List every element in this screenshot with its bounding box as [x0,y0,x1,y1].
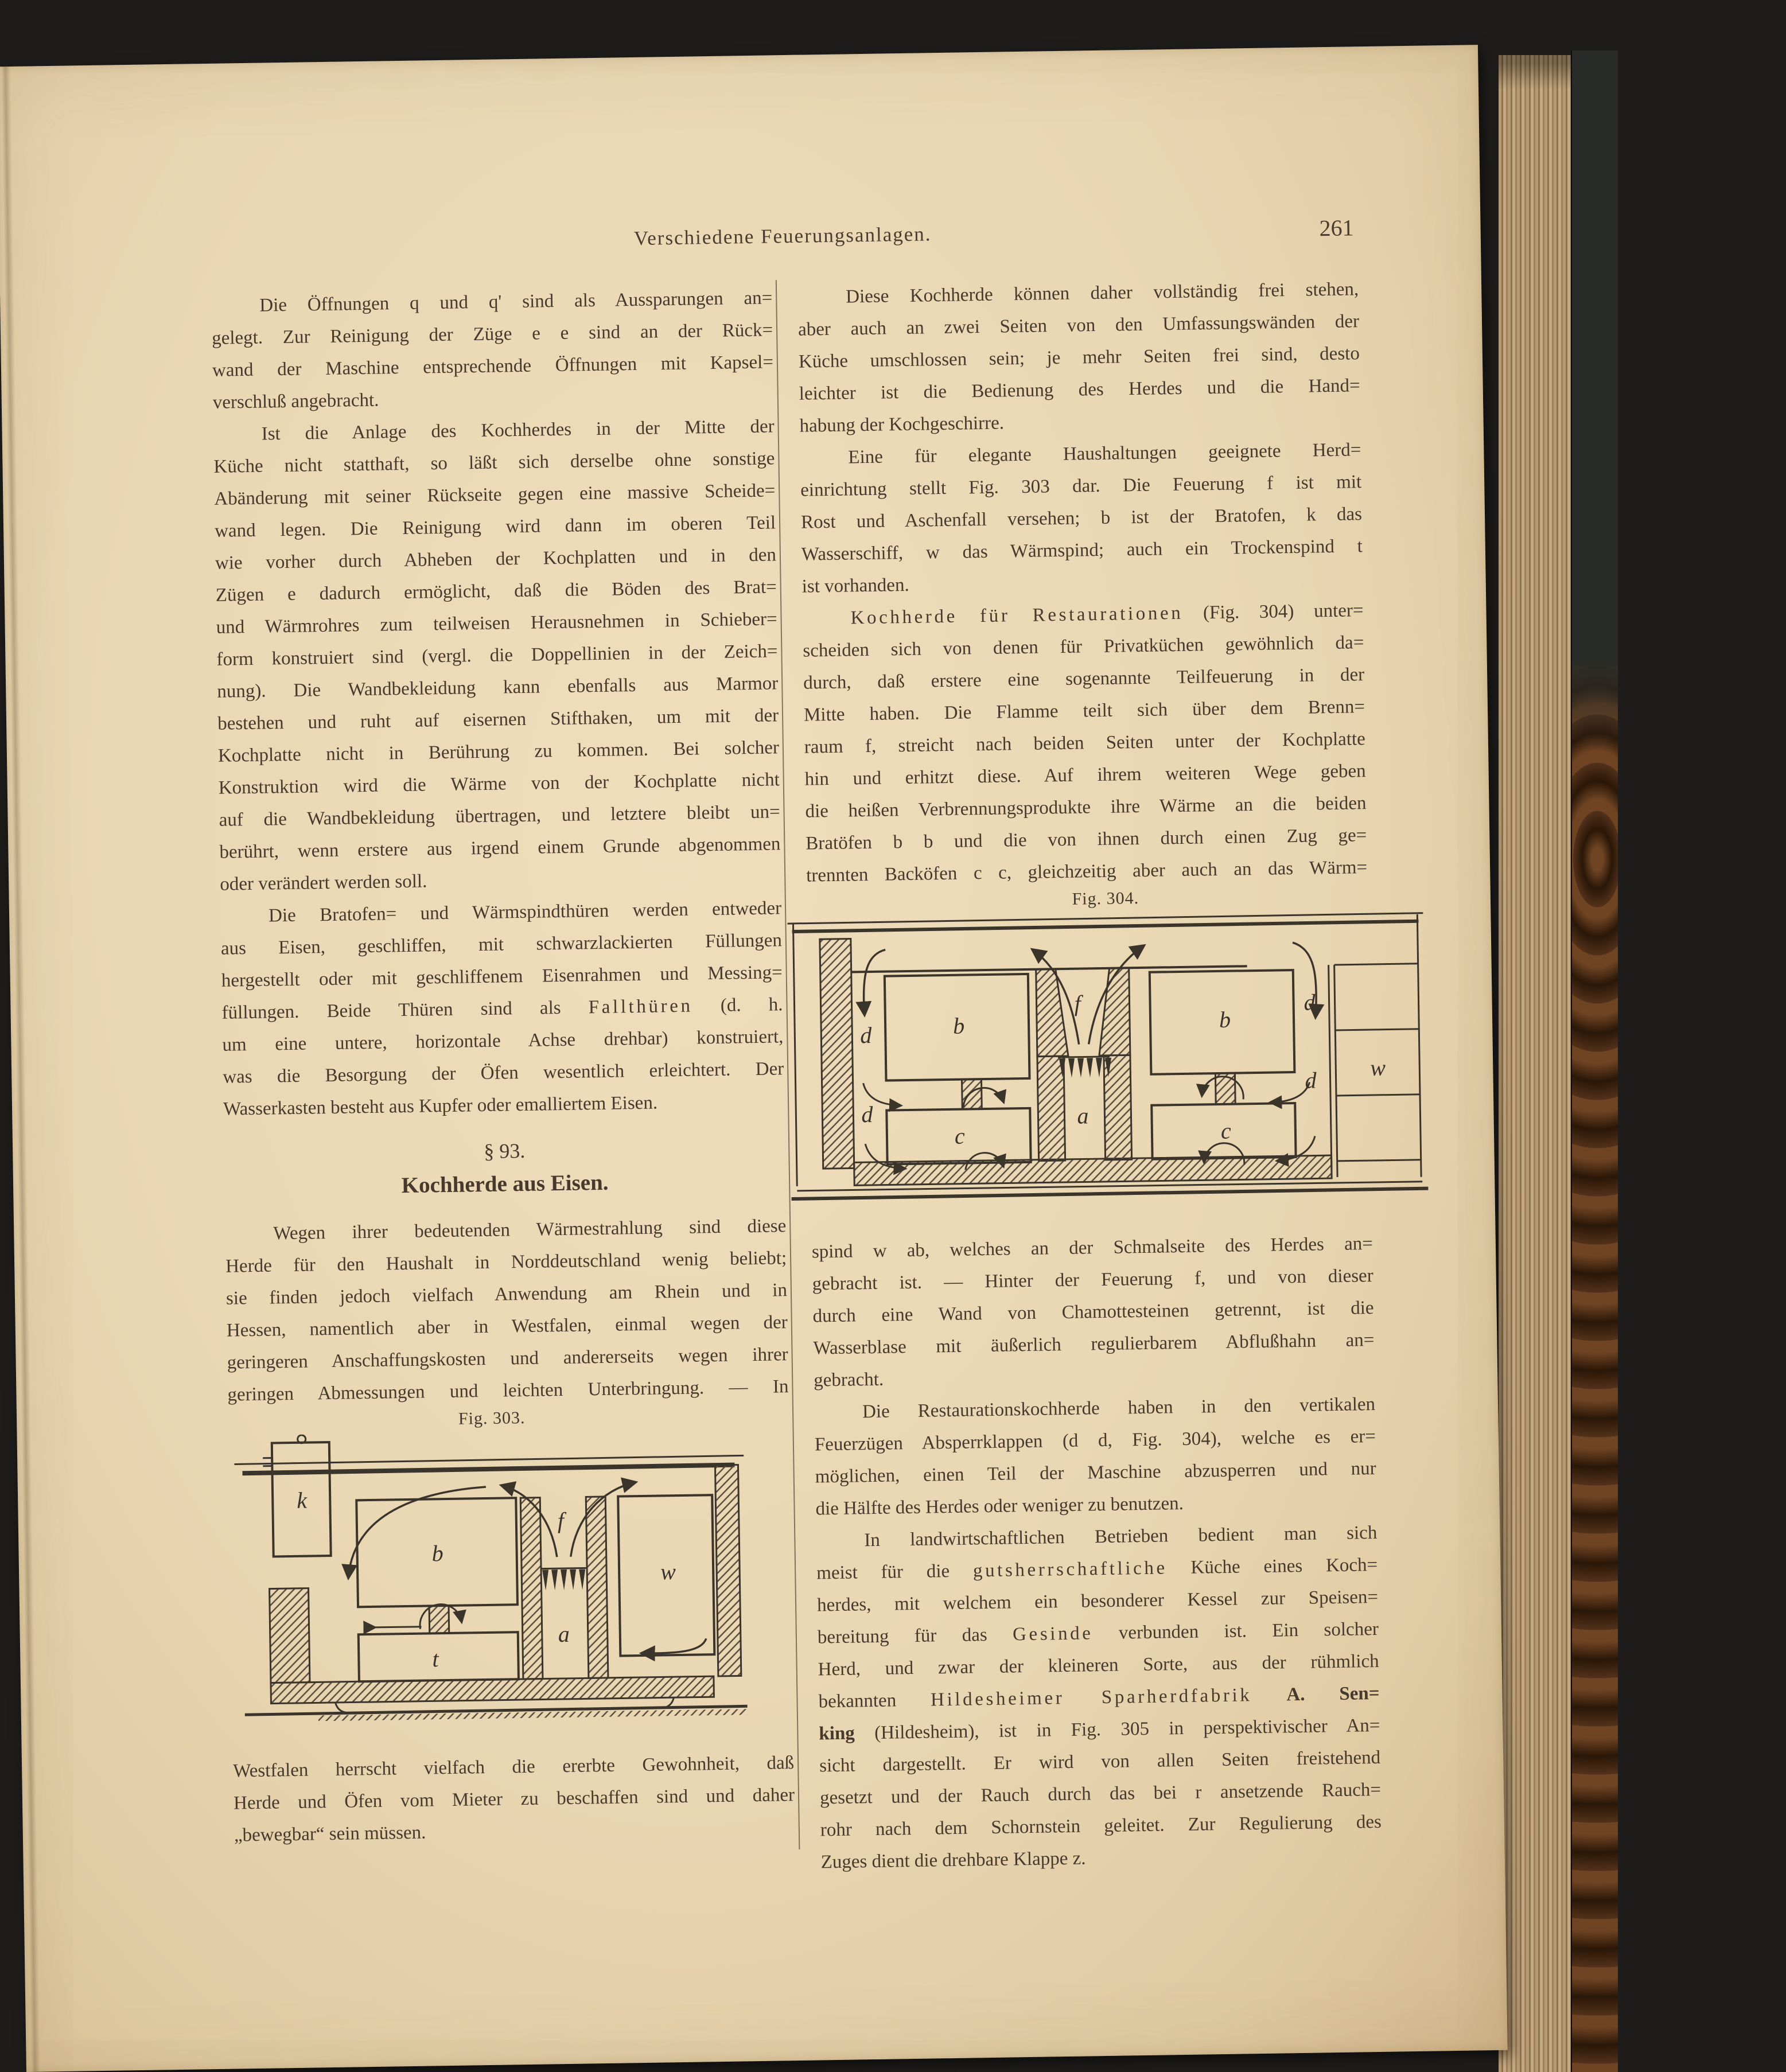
text-line: nung). Die Wandbekleidung kann ebenfalls aus Marmor [217,673,779,702]
text-line: Herde und Öfen vom Mieter zu beschaffen sind und daher [233,1785,795,1814]
text-segment: (d. h. [692,994,783,1016]
figure-304-caption: Fig. 304. [1072,889,1139,909]
text-line: berührt, wenn erstere aus irgend einem Grunde abgenommen [219,834,781,863]
text-line: Küche umschlossen sein; je mehr Seiten frei sind, desto [798,343,1360,372]
text-segment: gutsherrschaftliche [972,1557,1168,1582]
text-segment: bereitung für das [817,1624,1013,1648]
text-line: einrichtung stellt Fig. 303 dar. Die Feuerung f ist mit [800,472,1362,501]
text-line: Die Öffnungen q und q' sind als Aussparungen an= [259,287,773,316]
text-line: Zügen e dadurch ermöglicht, daß die Böden des Brat= [215,577,777,606]
fig304-label-d4: d [1305,1067,1317,1093]
stove-cross-section-303 [234,1428,754,1722]
text-segment [1252,1684,1286,1705]
text-line: was die Besorgung der Öfen wesentlich erleichtert. Der [223,1058,784,1088]
text-line: Ist die Anlage des Kochherdes in der Mitte der [261,416,775,445]
text-line: In landwirtschaftlichen Betrieben bedient man sich [864,1522,1378,1551]
text-line: aber auch an zwei Seiten von den Umfassungswänden der [797,311,1360,340]
text-line: durch eine Wand von Chamottesteinen getrennt, ist die [812,1298,1374,1327]
book-cover-edge [1571,50,1618,2072]
text-line: wand der Maschine entsprechende Öffnungen mit Kapsel= [212,352,774,381]
text-segment: (Fig. 304) unter= [1183,600,1364,624]
text-line: form konstruiert sind (vergl. die Doppellinien in der Zeich= [216,641,778,670]
paragraph [233,1747,795,1851]
text-line: oder verändert werden soll. [220,871,427,895]
paragraph [800,434,1363,602]
fig304-label-b-left: b [952,1012,965,1039]
paragraph [211,282,774,418]
text-line: Eine für elegante Haushaltungen geeignete Herd= [848,439,1361,468]
text-line: Wegen ihrer bedeutenden Wärmestrahlung sind diese [273,1216,787,1244]
section-number: § 93. [483,1139,526,1163]
text-line: gelegt. Zur Reinigung der Züge e e sind an der Rück= [211,320,773,349]
text-line: Küche nicht statthaft, so läßt sich derselbe ohne sonstige [213,448,775,477]
text-segment: Kochherde für Restaurationen [850,602,1184,629]
page-crease [1,67,40,2072]
text-line: geringen Abmessungen und leichten Unterbringung. — In [227,1376,789,1405]
text-line: „bewegbar“ sein müssen. [234,1822,426,1846]
text-line: Konstruktion wird die Wärme von der Kochplatte nicht [218,769,780,799]
fig304-label-b-right: b [1219,1006,1231,1033]
section-heading [224,1133,785,1203]
fig303-label-f: f [557,1507,565,1534]
text-segment: Hildesheimer Sparherdfabrik [930,1685,1252,1711]
text-line: Herd, und zwar der kleineren Sorte, aus der rühmlich [818,1650,1379,1680]
book-page [0,45,1508,2072]
text-line: hin und erhitzt diese. Auf ihrem weiteren Wege geben [804,761,1366,790]
text-line: wand legen. Die Reinigung wird dann im oberen Teil [214,512,776,542]
text-line: die heißen Verbrennungsprodukte ihre Wärme an die beiden [805,793,1367,822]
text-segment: A. Sen= [1286,1682,1380,1705]
running-title: Verschiedene Feuerungsanlagen. [633,223,932,250]
text-line: Westfalen herrscht vielfach die ererbte Gewohnheit, daß [232,1752,795,1782]
text-line: Rost und Aschenfall versehen; b ist der Bratofen, k das [800,504,1363,533]
fig304-label-d2: d [861,1101,873,1128]
text-segment: meist für die [816,1560,974,1584]
paragraph [213,410,781,900]
text-segment: Küche eines Koch= [1167,1554,1378,1579]
text-segment: verbunden ist. Ein solcher [1093,1618,1379,1644]
text-line: Die Bratofen= und Wärmspindthüren werden entweder [268,898,782,926]
text-line: Wasserschiff, w das Wärmspind; auch ein Trockenspind t [801,536,1363,565]
fig304-label-f: f [1074,990,1081,1016]
text-line: auf die Wandbekleidung übertragen, und letztere bleibt un= [219,801,780,831]
text-line: Herde für den Haushalt in Norddeutschland wenig beliebt; [225,1248,787,1277]
text-line: um eine untere, horizontale Achse drehbar) konstruiert, [222,1026,784,1056]
text-line: verschluß angebracht. [212,390,379,413]
text-line: scheiden sich von denen für Privatküchen gewöhnlich da= [803,632,1364,661]
paragraph [225,1210,789,1411]
text-line: Abänderung mit seiner Rückseite gegen eine massive Scheide= [214,480,776,509]
fig304-label-w: w [1369,1054,1386,1081]
text-line: wie vorher durch Abheben der Kochplatten und in den [215,544,777,574]
text-segment: Gesinde [1012,1623,1094,1645]
fig303-label-t: t [432,1646,439,1672]
paragraph [816,1517,1382,1878]
text-line: Bratöfen b b und die von ihnen durch einen Zug ge= [806,825,1367,854]
page-number: 261 [1319,215,1354,242]
fig304-label-c-right: c [1220,1117,1231,1144]
text-line: Feuerzügen Absperrklappen (d d, Fig. 304), welche es er= [814,1426,1376,1455]
text-segment: füllungen. Beide Thüren sind als [221,997,589,1023]
text-segment: king [819,1723,855,1744]
text-line: leichter ist die Bedienung des Herdes und die Hand= [799,375,1360,404]
text-segment: Fallthüren [588,995,693,1018]
text-line: trennten Backöfen c c, gleichzeitig aber auch an das Wärm= [806,857,1368,886]
fig303-label-w: w [660,1559,676,1585]
text-line: spind w ab, welches an der Schmalseite des Herdes an= [811,1233,1373,1263]
text-line: und Wärmrohres zum teilweisen Herausnehmen in Schieber= [216,609,777,638]
text-line: Wasserblase mit äußerlich regulierbarem Abflußhahn an= [813,1330,1375,1359]
fig304-label-c-left: c [954,1123,966,1149]
text-line: raum f, streicht nach beiden Seiten unter der Kochplatte [804,729,1366,758]
book-page-block-edge [1499,55,1571,2072]
text-line: gebracht. [814,1369,884,1391]
text-line: aus Eisen, geschliffen, mit schwarzlackierten Füllungen [220,930,783,959]
text-line: Die Restaurationskochherde haben in den vertikalen [862,1393,1376,1423]
text-line: die Hälfte des Herdes oder weniger zu benutzen. [815,1493,1184,1520]
stove-cross-section-304 [787,908,1428,1204]
text-line: habung der Kochgeschirre. [799,412,1005,437]
running-head [210,216,1355,262]
text-line: ist vorhanden. [801,574,909,597]
text-line: Wasserkasten besteht aus Kupfer oder emalliertem Eisen. [223,1092,658,1120]
fig303-label-b: b [431,1540,443,1567]
text-line: Mitte haben. Die Flamme teilt sich über dem Brenn= [803,696,1365,726]
text-line: herdes, mit welchem ein besonderer Kessel zur Speisen= [816,1586,1379,1616]
paragraph [797,273,1361,442]
text-line: Zuges dient die drehbare Klappe z. [820,1848,1086,1873]
fig304-label-d1: d [860,1022,872,1049]
figure-304 [787,885,1429,1206]
text-line: gesetzt und der Rauch durch das bei r ansetzende Rauch= [819,1779,1382,1809]
text-line: Diese Kochherde können daher vollständig frei stehen, [845,279,1359,307]
text-line: möglichen, einen Teil der Maschine abzusperren und nur [815,1458,1376,1487]
paragraph [220,892,785,1125]
text-line: Hessen, namentlich aber in Westfalen, einmal wegen der [226,1312,788,1341]
text-line: hergestellt oder mit geschliffenem Eisenrahmen und Messing= [221,962,783,991]
text-segment: bekannten [818,1689,931,1712]
paragraph [812,1228,1375,1396]
section-title: Kochherde aus Eisen. [401,1170,609,1198]
fig304-label-a: a [1077,1103,1089,1129]
text-line: sicht dargestellt. Er wird von allen Seiten freistehend [819,1747,1381,1777]
fig303-label-k: k [296,1487,308,1513]
text-line: sie finden jedoch vielfach Anwendung am Rhein und in [225,1280,788,1309]
text-line: gebracht ist. — Hinter der Feuerung f, und von dieser [812,1265,1373,1295]
fig303-label-a: a [558,1621,570,1648]
figure-303-caption: Fig. 303. [458,1408,526,1428]
text-line: rohr nach dem Schornstein geleitet. Zur Regulierung des [820,1811,1382,1841]
figure-303 [234,1405,754,1725]
paragraph [814,1388,1377,1525]
text-line: Kochplatte nicht in Berührung zu kommen. Bei solcher [217,737,780,766]
text-segment: (Hildesheim), ist in Fig. 305 in perspektivischer An= [854,1715,1380,1744]
text-line: bestehen und ruht auf eisernen Stifthaken, um mit der [217,705,779,734]
fig304-label-d3: d [1303,989,1316,1015]
paragraph [802,594,1367,891]
text-line: durch, daß erstere eine sogenannte Teilfeuerung in der [803,664,1365,694]
text-line: geringeren Anschaffungskosten und andererseits wegen ihrer [227,1344,788,1373]
